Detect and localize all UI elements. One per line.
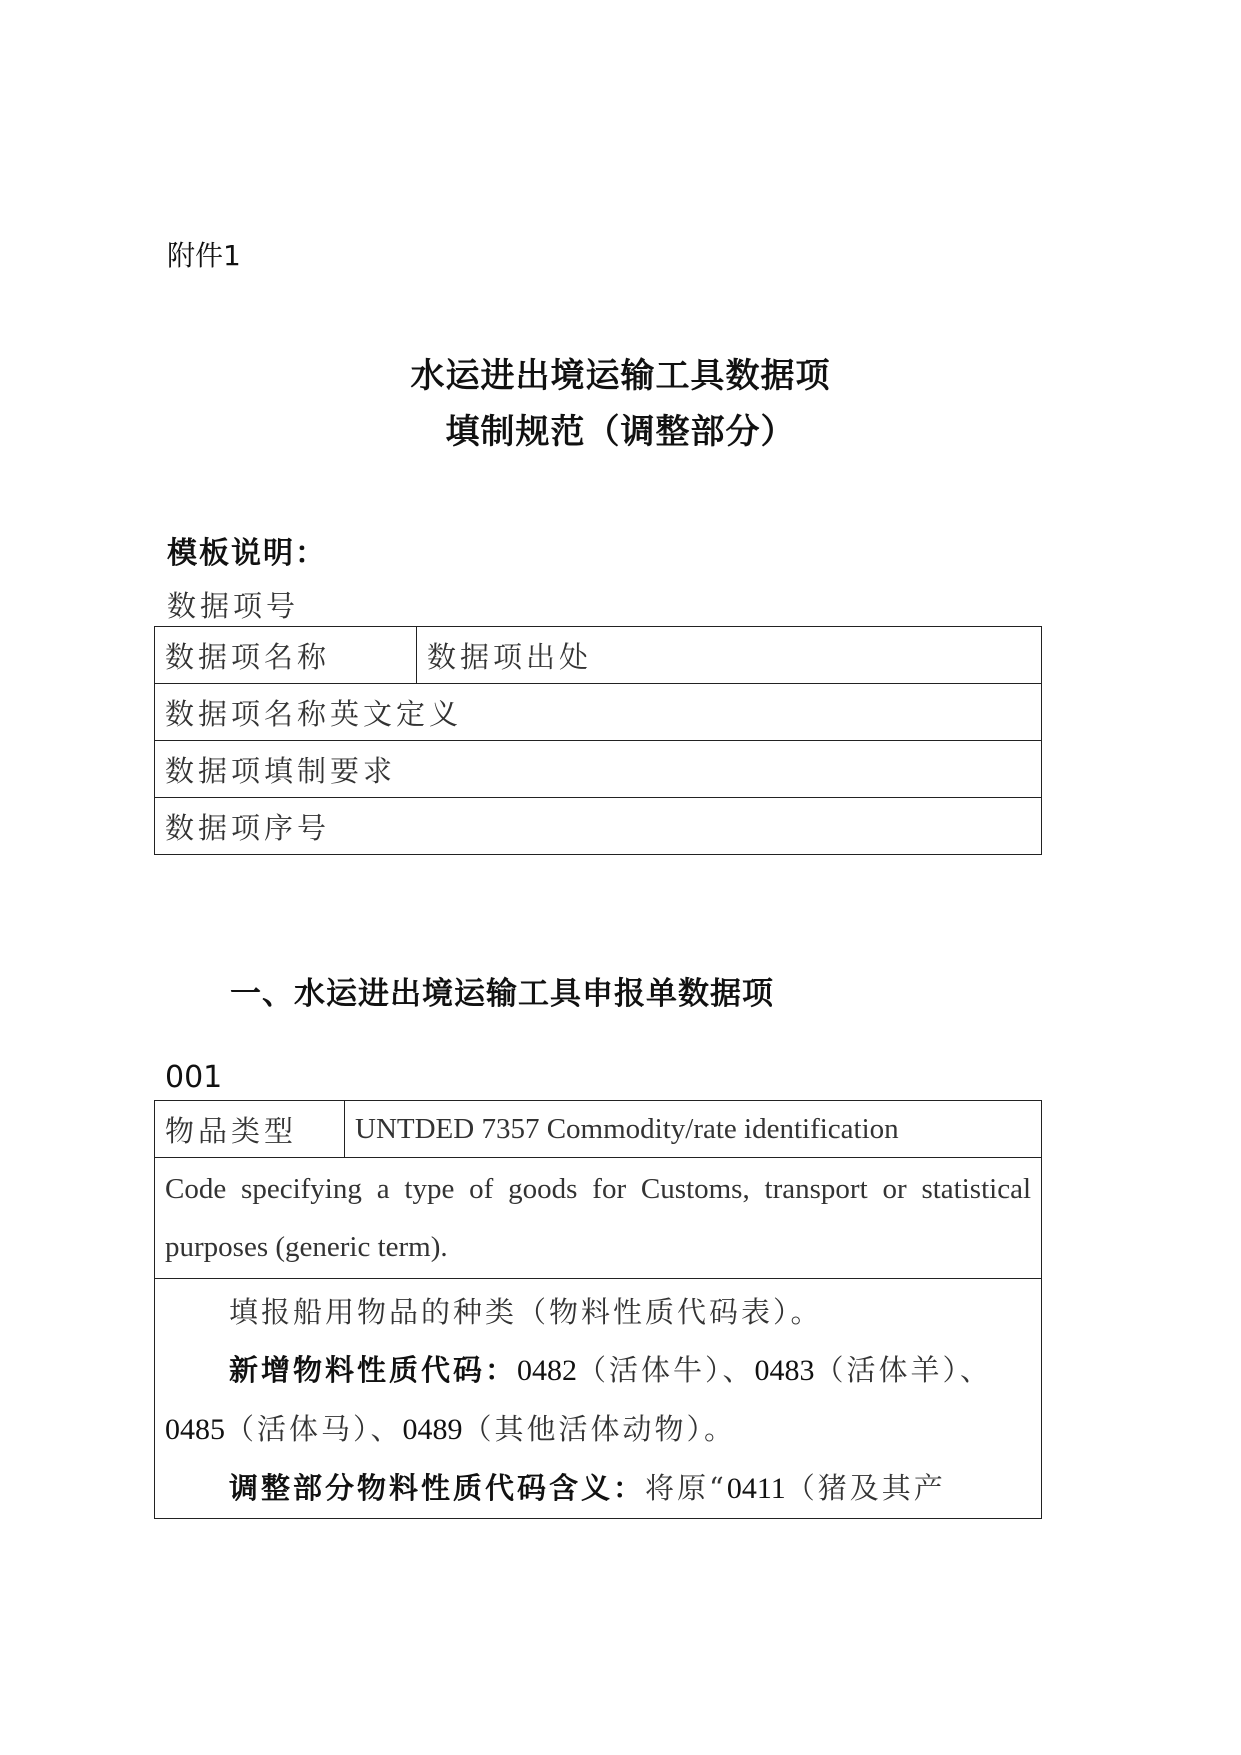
section-heading: 一、水运进出境运输工具申报单数据项 (230, 976, 774, 1012)
requirement-new-codes-line2 (165, 1400, 1031, 1459)
requirement-adjust-line (165, 1459, 1031, 1518)
adjust-text1: 将原“ (645, 1471, 727, 1505)
item-name-cell: 物品类型 (155, 1101, 345, 1158)
new-codes-label: 新增物料性质代码： (229, 1353, 518, 1387)
item-table (154, 1100, 1042, 1519)
code-0485: 0485 (165, 1413, 225, 1446)
item-row-definition (155, 1158, 1042, 1279)
template-row-sequence (155, 798, 1042, 855)
item-row-name (155, 1101, 1042, 1158)
template-row-name (155, 627, 1042, 684)
template-source-cell: 数据项出处 (417, 627, 1042, 684)
template-requirement-cell: 数据项填制要求 (155, 741, 1042, 798)
template-definition-cell: 数据项名称英文定义 (155, 684, 1042, 741)
template-sequence-cell: 数据项序号 (155, 798, 1042, 855)
requirement-line1: 填报船用物品的种类（物料性质代码表）。 (229, 1295, 823, 1329)
template-table (154, 626, 1042, 855)
item-definition-cell: Code specifying a type of goods for Customs, transport or statistical purposes (generic term). (155, 1158, 1042, 1279)
document-title-line2: 填制规范（调整部分） (445, 412, 796, 452)
code-0482: 0482 (517, 1354, 578, 1387)
code-0411: 0411 (726, 1472, 786, 1505)
code-0483: 0483 (754, 1354, 815, 1387)
document-title-line1: 水运进出境运输工具数据项 (410, 356, 831, 396)
item-source-cell: UNTDED 7357 Commodity/rate identification (345, 1101, 1042, 1158)
code-0489-desc: （其他活体动物）。 (462, 1412, 737, 1446)
code-0485-desc: （活体马）、 (225, 1412, 403, 1446)
template-row-definition (155, 684, 1042, 741)
item-code: 001 (165, 1060, 223, 1095)
code-0489: 0489 (402, 1413, 463, 1446)
item-row-requirement (155, 1279, 1042, 1519)
code-0483-desc: （活体羊）、 (814, 1353, 993, 1387)
requirement-new-codes-line1 (165, 1341, 1031, 1400)
code-0482-desc: （活体牛）、 (577, 1353, 755, 1387)
template-name-cell: 数据项名称 (155, 627, 417, 684)
attachment-label: 附件1 (167, 239, 241, 272)
item-requirement-cell (155, 1279, 1042, 1519)
template-row-requirement (155, 741, 1042, 798)
template-item-number-label: 数据项号 (167, 589, 300, 623)
adjust-text2: （猪及其产 (785, 1471, 946, 1505)
template-heading: 模板说明： (167, 536, 327, 571)
adjust-label: 调整部分物料性质代码含义： (229, 1471, 646, 1505)
